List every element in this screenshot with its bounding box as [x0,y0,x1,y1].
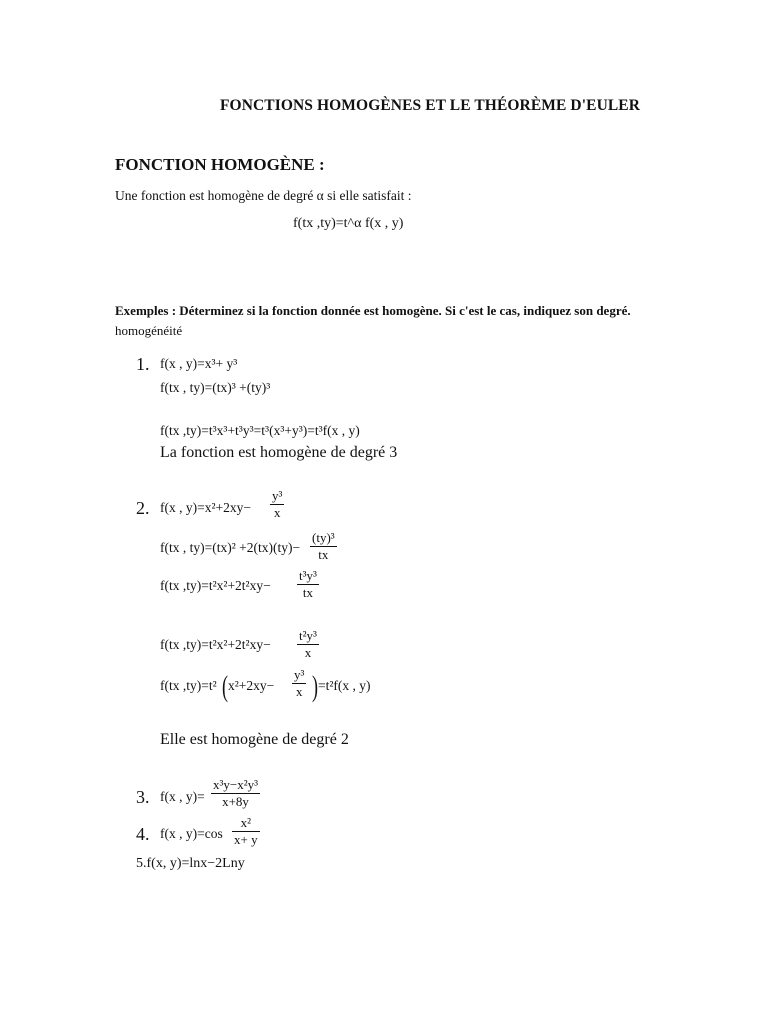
example-4-number: 4. [136,824,150,844]
example-2-conclusion: Elle est homogène de degré 2 [160,731,349,748]
fraction-numerator: t²y³ [299,628,317,643]
fraction-denominator: x [273,505,281,520]
example-2-line-4: f(tx ,ty)=t²x²+2t²xy− [160,637,271,652]
example-1-line-3: f(tx ,ty)=t³x³+t³y³=t³(x³+y³)=t³f(x , y) [160,423,360,438]
example-2-number: 2. [136,498,150,518]
fraction-denominator: tx [318,547,329,562]
section-heading: FONCTION HOMOGÈNE : [115,155,325,174]
example-5-number: 5. [136,856,147,871]
example-2-line-5-fraction [292,667,306,700]
example-3-lhs: f(x , y)= [160,789,205,804]
example-2-line-2-fraction [310,530,337,563]
example-2-line-1: f(x , y)=x²+2xy− [160,500,251,515]
definition-text: Une fonction est homogène de degré α si elle satisfait : [115,188,412,203]
example-2-line-5-rhs: =t²f(x , y) [318,678,371,693]
fraction-numerator: (ty)³ [312,530,335,545]
example-1-conclusion: La fonction est homogène de degré 3 [160,444,398,461]
left-paren-glyph: ( [222,670,228,703]
example-2-line-5-mid: x²+2xy− [228,678,275,693]
fraction-numerator: t³y³ [299,568,317,583]
example-5 [136,856,245,872]
page-title: FONCTIONS HOMOGÈNES ET LE THÉORÈME D'EULER [219,97,641,114]
example-2-line-3-fraction [297,568,319,601]
example-1-number: 1. [136,354,150,374]
fraction-numerator: x² [232,815,260,832]
example-2-line-2: f(tx , ty)=(tx)² +2(tx)(ty)− [160,540,301,555]
example-2-line-3: f(tx ,ty)=t²x²+2t²xy− [160,578,271,593]
fraction-numerator: y³ [272,488,283,503]
examples-heading: Exemples : Déterminez si la fonction donnée est homogène. Si c'est le cas, indiquez son degré. [115,303,631,318]
example-3-number: 3. [136,787,150,807]
fraction-denominator: x [295,684,303,699]
fraction-numerator: y³ [294,667,305,682]
example-2-line-1-fraction [270,488,284,521]
example-1-line-2: f(tx , ty)=(tx)³ +(ty)³ [160,380,271,395]
fraction-numerator: x³y−x²y³ [213,777,259,792]
fraction-denominator: tx [302,585,314,600]
example-2-line-4-fraction [297,628,319,661]
example-2-line-5-lhs: f(tx ,ty)=t² [160,678,217,693]
right-paren-glyph: ) [312,670,318,703]
fraction-denominator: x+8y [222,794,249,809]
examples-subheading: homogénéité [115,323,183,338]
fraction-denominator: x+ y [234,832,258,847]
example-4-fraction [232,815,260,848]
definition-formula: f(tx ,ty)=t^α f(x , y) [293,216,404,231]
example-5-expression: f(x, y)=lnx−2Lny [146,856,245,871]
fraction-denominator: x [304,645,312,660]
example-1-line-1: f(x , y)=x³+ y³ [160,356,238,371]
example-4-lhs: f(x , y)=cos [160,826,223,841]
example-3-fraction [211,777,260,810]
